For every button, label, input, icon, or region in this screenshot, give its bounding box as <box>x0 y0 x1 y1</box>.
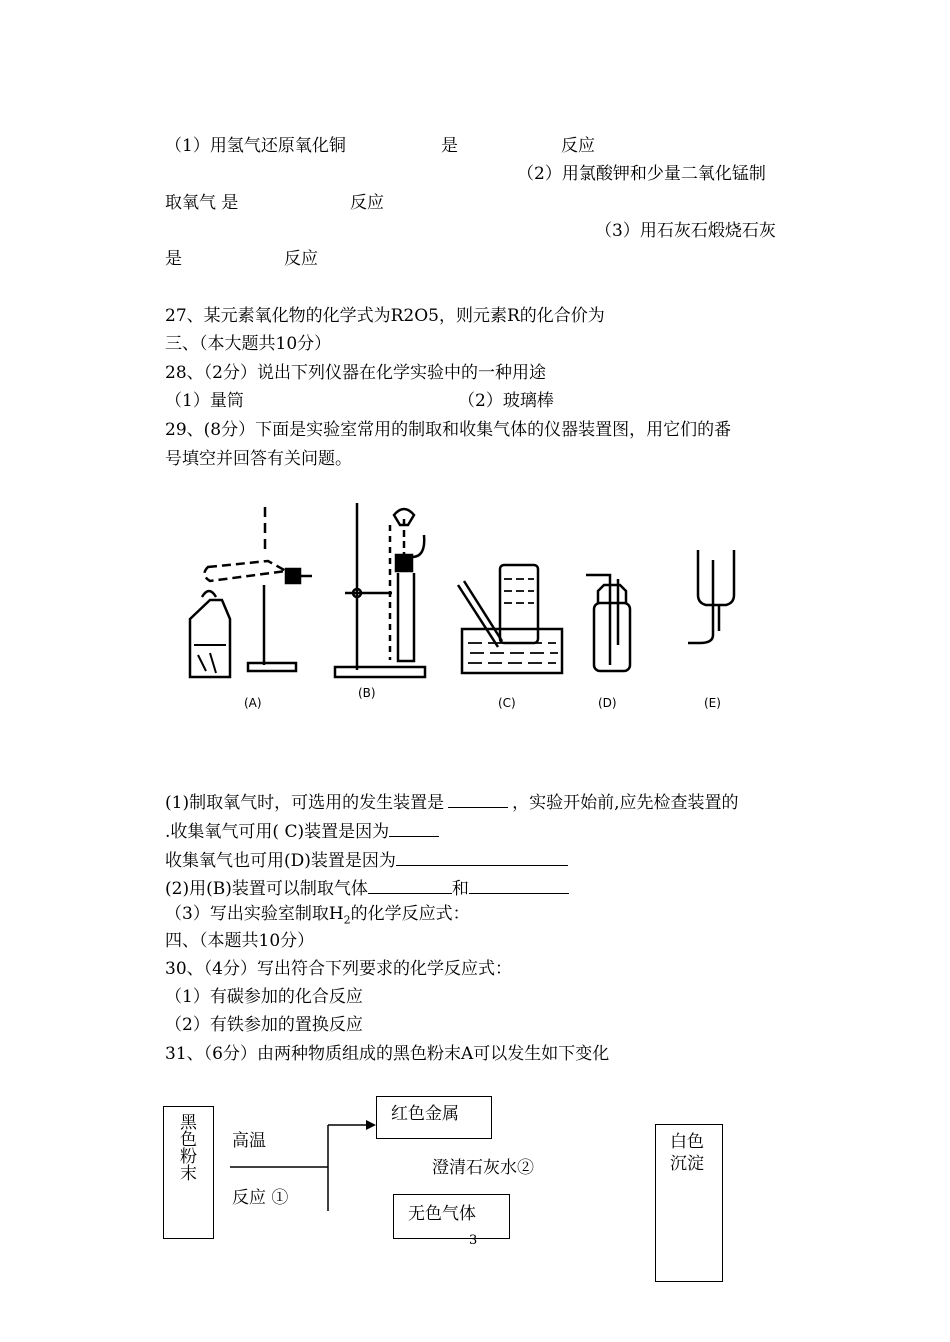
q29-p2-text: .收集氧气可用( C)装置是因为 <box>165 822 390 842</box>
section-4-heading: 四、（本题共10分） <box>165 931 315 951</box>
box-white-precipitate <box>655 1124 723 1282</box>
q30-title: 30、（4分）写出符合下列要求的化学反应式： <box>165 959 512 979</box>
q26-line1-text: （1）用氢气还原氧化铜 <box>165 136 346 156</box>
box-red-metal-label: 红色金属 <box>391 1104 459 1124</box>
q29-blank-reason-d[interactable] <box>396 847 568 866</box>
q29-blank-generator[interactable] <box>448 789 508 808</box>
q26-line3-text: 取氧气 是 <box>165 193 239 213</box>
q27-text: 27、某元素氧化物的化学式为R2O5，则元素R的化合价为 <box>165 306 605 326</box>
q29-p1-text-a: (1)制取氧气时，可选用的发生装置是 <box>165 793 445 813</box>
q29-p3-text: 收集氧气也可用(D)装置是因为 <box>165 851 396 871</box>
label-b: (B) <box>358 686 376 700</box>
q30-item-2: （2）有铁参加的置换反应 <box>165 1015 363 1035</box>
q29-blank-gas-2[interactable] <box>469 875 569 894</box>
page-number: 3 <box>469 1233 478 1248</box>
q28-title: 28、（2分）说出下列仪器在化学实验中的一种用途 <box>165 363 546 383</box>
q31-title: 31、（6分）由两种物质组成的黑色粉末A可以发生如下变化 <box>165 1044 610 1064</box>
apparatus-c <box>458 565 562 673</box>
q29-blank-gas-1[interactable] <box>368 875 452 894</box>
apparatus-a <box>190 507 312 677</box>
q29-p2 <box>165 818 439 843</box>
label-e: (E) <box>704 696 721 710</box>
apparatus-d <box>586 575 630 671</box>
q29-p5 <box>165 903 470 931</box>
q29-p4 <box>165 875 569 900</box>
q26-line5-is: 是 <box>165 249 182 269</box>
flow-arrows <box>228 1115 378 1215</box>
box-black-powder-label: 黑色粉末 <box>176 1113 196 1181</box>
apparatus-b <box>335 503 425 677</box>
apparatus-figure <box>180 495 760 720</box>
section-3-heading: 三、（本大题共10分） <box>165 334 332 354</box>
q26-line2-text: （2）用氯酸钾和少量二氧化锰制 <box>517 164 766 184</box>
q29-p5-text-b: 的化学反应式： <box>350 904 470 924</box>
condition-reaction-1: 反应 ① <box>232 1188 289 1208</box>
label-d: (D) <box>598 696 617 710</box>
label-c: (C) <box>498 696 516 710</box>
q26-line1-is: 是 <box>441 136 458 156</box>
box-red-metal <box>376 1096 492 1139</box>
q29-p1 <box>165 789 739 814</box>
q26-line4-text: （3）用石灰石煅烧石灰 <box>595 221 776 241</box>
q28-item-1: （1）量筒 <box>165 391 244 411</box>
q29-p5-subscript: 2 <box>343 913 351 927</box>
box-colorless-gas <box>393 1194 510 1239</box>
q29-title-line2: 号填空并回答有关问题。 <box>165 449 352 469</box>
q29-p4-and: 和 <box>451 879 469 899</box>
box-white-precipitate-label: 白色沉淀 <box>670 1132 704 1174</box>
q26-line3-reaction: 反应 <box>350 193 384 213</box>
label-a: (A) <box>244 696 262 710</box>
q29-p1-text-b: ，实验开始前,应先检查装置的 <box>512 793 739 813</box>
q29-p3 <box>165 847 568 872</box>
q26-line1-reaction: 反应 <box>561 136 595 156</box>
q29-title-line1: 29、(8分）下面是实验室常用的制取和收集气体的仪器装置图，用它们的番 <box>165 420 732 440</box>
q29-p5-text-a: （3）写出实验室制取H <box>165 904 344 924</box>
q28-item-2: （2）玻璃棒 <box>458 391 554 411</box>
box-colorless-gas-label: 无色气体 <box>408 1204 476 1224</box>
q30-item-1: （1）有碳参加的化合反应 <box>165 987 363 1007</box>
condition-high-temp: 高温 <box>232 1131 266 1151</box>
apparatus-e <box>688 550 734 643</box>
q29-p4-text-a: (2)用(B)装置可以制取气体 <box>165 879 368 899</box>
q29-blank-reason-c[interactable] <box>389 818 439 837</box>
box-black-powder <box>163 1106 214 1239</box>
lime-water-label: 澄清石灰水② <box>432 1158 534 1178</box>
q26-line5-reaction: 反应 <box>284 249 318 269</box>
